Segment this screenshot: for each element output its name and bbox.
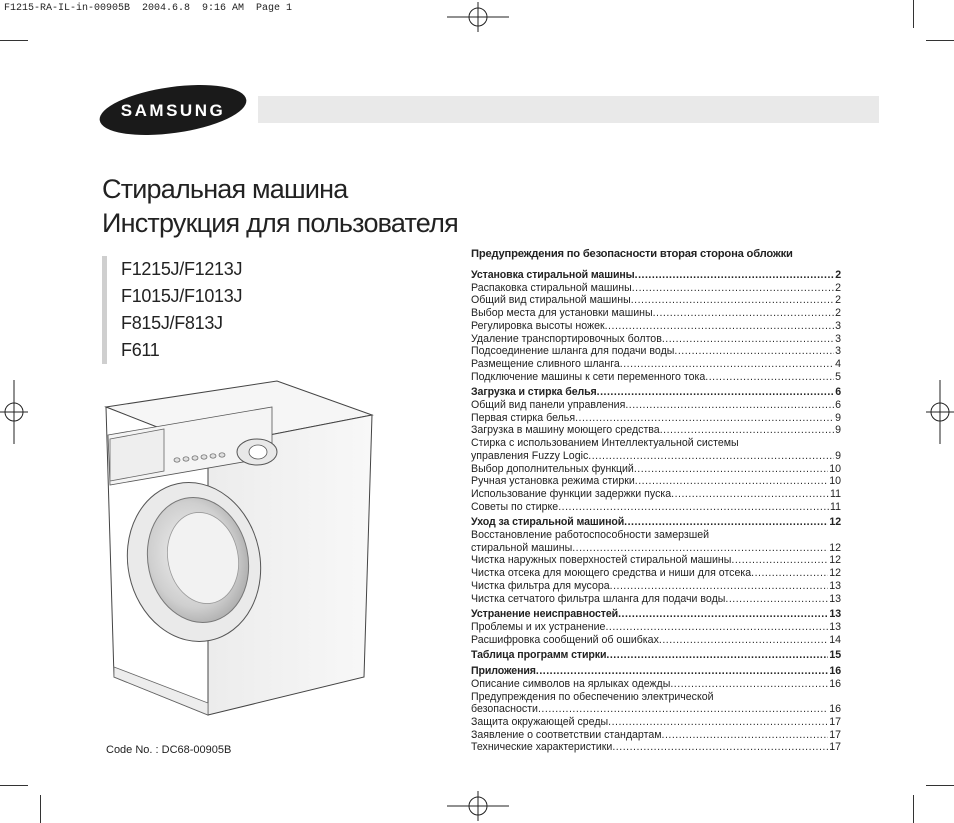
print-header: F1215-RA-IL-in-00905B 2004.6.8 9:16 AM Page 1 bbox=[4, 3, 293, 14]
page-title bbox=[102, 172, 458, 240]
dot-leader bbox=[631, 294, 834, 307]
dot-leader bbox=[660, 424, 834, 437]
dot-leader bbox=[632, 282, 834, 295]
toc-entry-title: Ручная установка режима стирки bbox=[471, 475, 635, 488]
toc-entry-page: 11 bbox=[830, 487, 841, 500]
table-of-contents bbox=[471, 248, 841, 757]
toc-entry-title: Защита окружающей среды bbox=[471, 715, 609, 728]
toc-entry-page: 9 bbox=[835, 411, 841, 424]
toc-entry bbox=[471, 358, 841, 371]
dot-leader bbox=[612, 741, 828, 754]
toc-entry bbox=[471, 399, 841, 412]
toc-entry-title: Использование функции задержки пуска bbox=[471, 487, 672, 500]
toc-entry-page: 10 bbox=[829, 462, 841, 475]
toc-entry-page: 13 bbox=[829, 579, 841, 592]
toc-entry-title: Распаковка стиральной машины bbox=[471, 281, 632, 294]
crop-mark bbox=[913, 795, 914, 823]
toc-entry bbox=[471, 294, 841, 307]
dot-leader bbox=[653, 307, 835, 320]
toc-entry-title: Технические характеристики bbox=[471, 741, 613, 754]
toc-section-heading bbox=[471, 608, 841, 621]
toc-entry bbox=[471, 282, 841, 295]
code-number: Code No. : DC68-00905B bbox=[106, 744, 232, 756]
toc-section bbox=[471, 649, 841, 662]
toc-entry bbox=[471, 621, 841, 634]
dot-leader bbox=[751, 567, 828, 580]
dot-leader bbox=[618, 608, 828, 621]
title-line-2: Инструкция для пользователя bbox=[102, 208, 458, 238]
toc-entry bbox=[471, 593, 841, 606]
toc-section bbox=[471, 665, 841, 754]
dot-leader bbox=[588, 450, 834, 463]
toc-entry-title: безопасности bbox=[471, 703, 538, 716]
crop-mark bbox=[926, 40, 954, 41]
toc-entry-page: 2 bbox=[835, 281, 841, 294]
toc-entry bbox=[471, 424, 841, 437]
toc-entry-title: Расшифровка сообщений об ошибках bbox=[471, 633, 659, 646]
toc-entry-page: 17 bbox=[829, 728, 841, 741]
toc-entry-page: 13 bbox=[829, 620, 841, 633]
registration-mark-top bbox=[447, 2, 509, 32]
model-list bbox=[102, 256, 242, 364]
toc-entry bbox=[471, 542, 841, 555]
crop-mark bbox=[0, 40, 28, 41]
toc-entry bbox=[471, 463, 841, 476]
model-item: F815J/F813J bbox=[121, 313, 223, 333]
dot-leader bbox=[620, 358, 834, 371]
toc-entry-page: 3 bbox=[835, 345, 841, 358]
toc-entry bbox=[471, 320, 841, 333]
toc-entry-title: Первая стирка белья bbox=[471, 411, 576, 424]
toc-entry bbox=[471, 412, 841, 425]
crop-mark bbox=[0, 785, 28, 786]
toc-section bbox=[471, 516, 841, 605]
dot-leader bbox=[538, 703, 828, 716]
toc-entry-title: Выбор места для установки машины bbox=[471, 307, 653, 320]
toc-entry-page: 3 bbox=[835, 319, 841, 332]
dot-leader bbox=[662, 729, 829, 742]
toc-entry-line: Предупреждения по обеспечению электрической bbox=[471, 690, 714, 703]
toc-section-heading-title: Уход за стиральной машиной bbox=[471, 516, 625, 529]
dot-leader bbox=[634, 463, 828, 476]
crop-mark bbox=[926, 785, 954, 786]
dot-leader bbox=[606, 649, 828, 662]
toc-entry-page: 11 bbox=[830, 500, 841, 513]
header-band bbox=[258, 96, 879, 123]
toc-entry bbox=[471, 333, 841, 346]
toc-entry-title: Чистка фильтра для мусора bbox=[471, 579, 610, 592]
toc-entry-title: Чистка сетчатого фильтра шланга для подачи воды bbox=[471, 592, 726, 605]
toc-entry-page: 6 bbox=[835, 399, 841, 412]
toc-entry-title: Размещение сливного шланга bbox=[471, 357, 620, 370]
toc-section-heading-title: Устранение неисправностей bbox=[471, 608, 619, 621]
toc-entry bbox=[471, 371, 841, 384]
toc-entry-page: 13 bbox=[829, 592, 841, 605]
toc-entry-page: 12 bbox=[829, 541, 841, 554]
toc-section-heading-page: 13 bbox=[829, 608, 841, 621]
toc-entry-page: 2 bbox=[835, 294, 841, 307]
toc-section-heading-page: 2 bbox=[835, 269, 841, 281]
toc-entry-title: Подсоединение шланга для подачи воды bbox=[471, 345, 675, 358]
dot-leader bbox=[558, 501, 829, 514]
toc-entry-title: Удаление транспортировочных болтов bbox=[471, 332, 662, 345]
brand-text: SAMSUNG bbox=[120, 101, 226, 120]
toc-entry-page: 5 bbox=[835, 370, 841, 383]
registration-mark-right bbox=[926, 380, 954, 444]
dot-leader bbox=[610, 580, 829, 593]
toc-section bbox=[471, 608, 841, 646]
toc-section-heading bbox=[471, 269, 841, 282]
toc-entry-title: управления Fuzzy Logic bbox=[471, 449, 589, 462]
dot-leader bbox=[605, 320, 834, 333]
model-item: F1015J/F1013J bbox=[121, 286, 243, 306]
toc-entry-title: Советы по стирке bbox=[471, 500, 559, 513]
toc-entry bbox=[471, 488, 841, 501]
toc-entry-title: Подключение машины к сети переменного тока bbox=[471, 370, 706, 383]
toc-entry-title: Проблемы и их устранение bbox=[471, 620, 606, 633]
toc-entry-title: Чистка отсека для моющего средства и ниши для отсека bbox=[471, 567, 752, 580]
washing-machine-illustration bbox=[102, 377, 382, 717]
toc-entry-title: Описание символов на ярлыках одежды bbox=[471, 677, 671, 690]
toc-section-heading-page: 15 bbox=[829, 649, 841, 662]
toc-entry bbox=[471, 345, 841, 358]
toc-entry bbox=[471, 450, 841, 463]
dot-leader bbox=[659, 634, 828, 647]
dot-leader bbox=[572, 542, 828, 555]
dot-leader bbox=[605, 621, 828, 634]
dot-leader bbox=[536, 665, 829, 678]
toc-entry bbox=[471, 741, 841, 754]
toc-entry-title: Регулировка высоты ножек bbox=[471, 319, 605, 332]
toc-entry-page: 4 bbox=[835, 357, 841, 370]
toc-entry-title: Загрузка в машину моющего средства bbox=[471, 424, 660, 437]
toc-entry bbox=[471, 554, 841, 567]
toc-entry bbox=[471, 716, 841, 729]
toc-entry-line: Стирка с использованием Интеллектуальной системы bbox=[471, 437, 739, 450]
dot-leader bbox=[608, 716, 828, 729]
toc-entry bbox=[471, 678, 841, 691]
crop-mark bbox=[40, 795, 41, 823]
toc-section-heading bbox=[471, 386, 841, 399]
registration-mark-bottom bbox=[447, 791, 509, 821]
toc-entry-page: 9 bbox=[835, 424, 841, 437]
toc-entry-page: 2 bbox=[835, 307, 841, 320]
toc-entry-title: Заявление о соответствии стандартам bbox=[471, 728, 662, 741]
dot-leader bbox=[662, 333, 834, 346]
toc-entry-page: 9 bbox=[835, 449, 841, 462]
toc-entry-title: Общий вид стиральной машины bbox=[471, 294, 631, 307]
dot-leader bbox=[731, 554, 828, 567]
crop-mark bbox=[913, 0, 914, 28]
toc-entry bbox=[471, 634, 841, 647]
dot-leader bbox=[625, 399, 834, 412]
toc-section bbox=[471, 269, 841, 383]
toc-entry bbox=[471, 501, 841, 514]
toc-section-heading bbox=[471, 665, 841, 678]
toc-entry-page: 12 bbox=[829, 567, 841, 580]
toc-entry-line: Восстановление работоспособности замерзшей bbox=[471, 529, 710, 542]
model-item: F611 bbox=[121, 340, 160, 360]
toc-entry bbox=[471, 580, 841, 593]
toc-entry bbox=[471, 567, 841, 580]
toc-entry-title: Чистка наружных поверхностей стиральной машины bbox=[471, 554, 732, 567]
toc-section-heading-page: 16 bbox=[829, 665, 841, 678]
toc-entry-page: 17 bbox=[829, 715, 841, 728]
dot-leader bbox=[725, 593, 828, 606]
toc-section-heading-title: Таблица программ стирки bbox=[471, 649, 607, 662]
toc-section-heading-page: 12 bbox=[829, 516, 841, 529]
toc-entry-page: 14 bbox=[829, 633, 841, 646]
dot-leader bbox=[635, 475, 828, 488]
toc-section-heading bbox=[471, 649, 841, 662]
toc-entry bbox=[471, 475, 841, 488]
title-line-1: Стиральная машина bbox=[102, 174, 348, 204]
dot-leader bbox=[575, 412, 834, 425]
toc-section bbox=[471, 386, 841, 513]
samsung-logo bbox=[98, 85, 248, 135]
toc-entry-page: 12 bbox=[829, 554, 841, 567]
dot-leader bbox=[635, 269, 835, 282]
toc-section-heading-title: Загрузка и стирка белья bbox=[471, 386, 597, 399]
model-item: F1215J/F1213J bbox=[121, 259, 243, 279]
toc-entry-title: Общий вид панели управления bbox=[471, 399, 626, 412]
toc-entry-page: 16 bbox=[829, 677, 841, 690]
toc-entry-page: 3 bbox=[835, 332, 841, 345]
dot-leader bbox=[671, 488, 829, 501]
toc-warning-heading: Предупреждения по безопасности вторая сторона обложки bbox=[471, 248, 793, 260]
toc-entry bbox=[471, 307, 841, 320]
toc-entry bbox=[471, 703, 841, 716]
toc-section-heading-page: 6 bbox=[835, 386, 841, 399]
dot-leader bbox=[705, 371, 834, 384]
toc-entry-page: 17 bbox=[829, 741, 841, 754]
toc-section-heading-title: Установка стиральной машины bbox=[471, 269, 635, 281]
dot-leader bbox=[670, 678, 828, 691]
toc-section-heading-title: Приложения bbox=[471, 665, 536, 678]
toc-body bbox=[471, 269, 841, 754]
toc-entry-page: 10 bbox=[829, 475, 841, 488]
dot-leader bbox=[674, 345, 834, 358]
toc-entry-title: стиральной машины bbox=[471, 541, 573, 554]
dot-leader bbox=[597, 386, 835, 399]
toc-entry-title: Выбор дополнительных функций bbox=[471, 462, 634, 475]
registration-mark-left bbox=[0, 380, 28, 444]
toc-entry bbox=[471, 729, 841, 742]
toc-entry-page: 16 bbox=[829, 703, 841, 716]
toc-section-heading bbox=[471, 516, 841, 529]
dot-leader bbox=[624, 516, 828, 529]
